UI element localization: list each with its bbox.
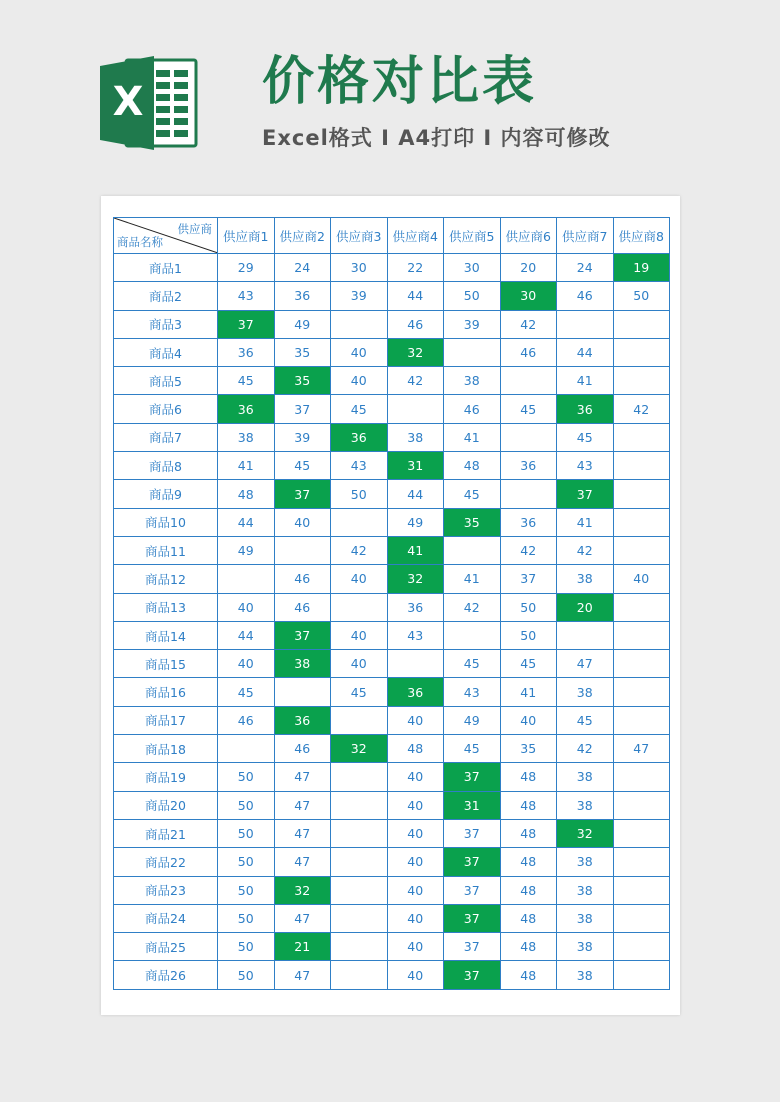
price-cell[interactable]: 48 — [387, 735, 444, 763]
price-cell[interactable] — [613, 338, 670, 366]
price-cell[interactable]: 40 — [387, 791, 444, 819]
price-cell[interactable] — [557, 310, 614, 338]
price-cell[interactable]: 50 — [218, 933, 275, 961]
price-cell[interactable]: 46 — [274, 593, 331, 621]
table-row — [114, 735, 670, 763]
table-row — [114, 593, 670, 621]
price-cell[interactable]: 45 — [444, 650, 501, 678]
price-cell[interactable]: 45 — [331, 678, 388, 706]
price-cell[interactable]: 40 — [613, 565, 670, 593]
price-cell[interactable]: 45 — [218, 678, 275, 706]
price-cell[interactable]: 50 — [331, 480, 388, 508]
table-row — [114, 650, 670, 678]
excel-logo-icon — [100, 56, 198, 150]
price-cell[interactable]: 48 — [500, 791, 557, 819]
product-name-cell: 商品3 — [114, 310, 218, 338]
table-row — [114, 763, 670, 791]
lowest-price-cell[interactable]: 32 — [387, 338, 444, 366]
price-cell[interactable] — [613, 480, 670, 508]
price-cell[interactable] — [500, 480, 557, 508]
product-name-cell: 商品4 — [114, 338, 218, 366]
price-cell[interactable]: 41 — [500, 678, 557, 706]
price-cell[interactable]: 36 — [218, 338, 275, 366]
lowest-price-cell[interactable]: 32 — [557, 819, 614, 847]
lowest-price-cell[interactable]: 31 — [387, 452, 444, 480]
price-cell[interactable]: 45 — [274, 452, 331, 480]
price-cell[interactable] — [613, 763, 670, 791]
price-comparison-table — [113, 217, 670, 990]
price-cell[interactable] — [613, 848, 670, 876]
price-cell[interactable]: 45 — [500, 650, 557, 678]
price-cell[interactable]: 36 — [500, 452, 557, 480]
price-cell[interactable]: 40 — [500, 706, 557, 734]
price-cell[interactable] — [613, 367, 670, 395]
price-cell[interactable]: 20 — [500, 254, 557, 282]
price-cell[interactable]: 48 — [500, 876, 557, 904]
price-cell[interactable]: 41 — [444, 423, 501, 451]
document-page — [101, 196, 680, 1015]
price-cell[interactable]: 39 — [444, 310, 501, 338]
price-cell[interactable]: 40 — [387, 706, 444, 734]
price-cell[interactable]: 40 — [387, 848, 444, 876]
price-cell[interactable]: 40 — [218, 593, 275, 621]
price-cell[interactable]: 40 — [387, 763, 444, 791]
price-cell[interactable]: 30 — [444, 254, 501, 282]
table-row — [114, 310, 670, 338]
product-name-cell: 商品24 — [114, 904, 218, 932]
lowest-price-cell[interactable]: 37 — [444, 904, 501, 932]
price-cell[interactable] — [274, 678, 331, 706]
price-cell[interactable]: 48 — [500, 819, 557, 847]
price-cell[interactable]: 42 — [557, 735, 614, 763]
price-cell[interactable]: 24 — [274, 254, 331, 282]
price-cell[interactable]: 40 — [387, 961, 444, 989]
price-cell[interactable] — [613, 961, 670, 989]
price-cell[interactable]: 38 — [557, 763, 614, 791]
lowest-price-cell[interactable]: 36 — [331, 423, 388, 451]
price-cell[interactable]: 40 — [387, 819, 444, 847]
price-cell[interactable] — [274, 536, 331, 564]
price-cell[interactable]: 50 — [218, 876, 275, 904]
table-row — [114, 508, 670, 536]
price-cell[interactable] — [613, 706, 670, 734]
price-cell[interactable]: 38 — [557, 848, 614, 876]
lowest-price-cell[interactable]: 20 — [557, 593, 614, 621]
page-title: 价格对比表 — [262, 52, 538, 112]
price-cell[interactable]: 43 — [218, 282, 275, 310]
price-cell[interactable] — [500, 367, 557, 395]
price-cell[interactable] — [331, 904, 388, 932]
lowest-price-cell[interactable]: 36 — [218, 395, 275, 423]
price-cell[interactable]: 37 — [444, 819, 501, 847]
table-row — [114, 565, 670, 593]
price-cell[interactable]: 40 — [387, 933, 444, 961]
price-cell[interactable]: 38 — [557, 565, 614, 593]
price-cell[interactable] — [613, 621, 670, 649]
price-cell[interactable]: 38 — [557, 904, 614, 932]
lowest-price-cell[interactable]: 31 — [444, 791, 501, 819]
table-row — [114, 338, 670, 366]
table-row — [114, 452, 670, 480]
price-cell[interactable]: 48 — [444, 452, 501, 480]
price-cell[interactable]: 50 — [500, 621, 557, 649]
price-cell[interactable]: 30 — [331, 254, 388, 282]
column-header-supplier-3: 供应商3 — [331, 218, 388, 254]
price-cell[interactable]: 37 — [444, 876, 501, 904]
lowest-price-cell[interactable]: 37 — [218, 310, 275, 338]
price-cell[interactable] — [613, 536, 670, 564]
product-name-cell: 商品11 — [114, 536, 218, 564]
price-cell[interactable] — [613, 650, 670, 678]
price-cell[interactable]: 48 — [500, 763, 557, 791]
lowest-price-cell[interactable]: 38 — [274, 650, 331, 678]
price-cell[interactable]: 45 — [331, 395, 388, 423]
price-cell[interactable]: 41 — [218, 452, 275, 480]
price-cell[interactable]: 40 — [387, 904, 444, 932]
table-row — [114, 678, 670, 706]
price-cell[interactable]: 44 — [387, 480, 444, 508]
price-cell[interactable]: 44 — [557, 338, 614, 366]
lowest-price-cell[interactable]: 36 — [557, 395, 614, 423]
lowest-price-cell[interactable]: 35 — [274, 367, 331, 395]
table-row — [114, 876, 670, 904]
price-cell[interactable]: 47 — [274, 848, 331, 876]
price-cell[interactable]: 39 — [331, 282, 388, 310]
price-cell[interactable]: 50 — [218, 961, 275, 989]
price-cell[interactable]: 43 — [331, 452, 388, 480]
lowest-price-cell[interactable]: 37 — [557, 480, 614, 508]
price-cell[interactable]: 41 — [557, 367, 614, 395]
price-cell[interactable]: 35 — [274, 338, 331, 366]
price-cell[interactable]: 42 — [613, 395, 670, 423]
table-row — [114, 819, 670, 847]
lowest-price-cell[interactable]: 35 — [444, 508, 501, 536]
price-cell[interactable]: 42 — [444, 593, 501, 621]
price-cell[interactable]: 45 — [500, 395, 557, 423]
column-header-supplier-4: 供应商4 — [387, 218, 444, 254]
price-cell[interactable]: 44 — [218, 621, 275, 649]
product-name-cell: 商品1 — [114, 254, 218, 282]
page-subtitle: Excel格式 Ⅰ A4打印 Ⅰ 内容可修改 — [262, 126, 611, 150]
price-cell[interactable]: 47 — [274, 961, 331, 989]
table-row — [114, 961, 670, 989]
price-cell[interactable]: 38 — [387, 423, 444, 451]
price-cell[interactable]: 50 — [500, 593, 557, 621]
lowest-price-cell[interactable]: 30 — [500, 282, 557, 310]
price-cell[interactable] — [331, 819, 388, 847]
product-name-cell: 商品9 — [114, 480, 218, 508]
price-cell[interactable]: 46 — [274, 565, 331, 593]
price-cell[interactable] — [331, 763, 388, 791]
lowest-price-cell[interactable]: 32 — [387, 565, 444, 593]
table-row — [114, 791, 670, 819]
price-cell[interactable]: 47 — [557, 650, 614, 678]
table-row — [114, 282, 670, 310]
product-name-cell: 商品8 — [114, 452, 218, 480]
price-cell[interactable] — [331, 933, 388, 961]
table-row — [114, 423, 670, 451]
price-cell[interactable]: 46 — [218, 706, 275, 734]
price-cell[interactable]: 36 — [500, 508, 557, 536]
price-cell[interactable]: 50 — [218, 763, 275, 791]
lowest-price-cell[interactable]: 36 — [274, 706, 331, 734]
price-cell[interactable] — [613, 593, 670, 621]
price-cell[interactable]: 48 — [500, 961, 557, 989]
price-cell[interactable]: 46 — [444, 395, 501, 423]
price-cell[interactable] — [331, 593, 388, 621]
table-header-row — [114, 218, 670, 254]
price-cell[interactable] — [331, 876, 388, 904]
price-cell[interactable]: 29 — [218, 254, 275, 282]
price-cell[interactable]: 42 — [331, 536, 388, 564]
product-name-cell: 商品15 — [114, 650, 218, 678]
price-cell[interactable]: 47 — [274, 904, 331, 932]
table-row — [114, 536, 670, 564]
product-name-cell: 商品23 — [114, 876, 218, 904]
product-name-cell: 商品16 — [114, 678, 218, 706]
price-cell[interactable]: 41 — [444, 565, 501, 593]
lowest-price-cell[interactable]: 37 — [444, 961, 501, 989]
price-cell[interactable]: 42 — [500, 536, 557, 564]
price-cell[interactable]: 42 — [557, 536, 614, 564]
price-cell[interactable]: 50 — [444, 282, 501, 310]
price-cell[interactable]: 38 — [557, 791, 614, 819]
price-cell[interactable]: 36 — [274, 282, 331, 310]
product-name-cell: 商品6 — [114, 395, 218, 423]
price-cell[interactable]: 49 — [387, 508, 444, 536]
product-name-cell: 商品22 — [114, 848, 218, 876]
table-row — [114, 395, 670, 423]
price-cell[interactable]: 48 — [500, 848, 557, 876]
price-cell[interactable]: 46 — [500, 338, 557, 366]
lowest-price-cell[interactable]: 41 — [387, 536, 444, 564]
price-cell[interactable] — [444, 621, 501, 649]
price-cell[interactable] — [613, 819, 670, 847]
price-cell[interactable]: 36 — [387, 593, 444, 621]
lowest-price-cell[interactable]: 19 — [613, 254, 670, 282]
price-cell[interactable]: 50 — [613, 282, 670, 310]
price-cell[interactable] — [557, 621, 614, 649]
price-cell[interactable] — [331, 961, 388, 989]
price-cell[interactable] — [218, 565, 275, 593]
product-name-cell: 商品2 — [114, 282, 218, 310]
price-cell[interactable]: 39 — [274, 423, 331, 451]
corner-header-cell — [114, 218, 218, 254]
price-cell[interactable]: 22 — [387, 254, 444, 282]
product-name-cell: 商品12 — [114, 565, 218, 593]
price-cell[interactable] — [613, 904, 670, 932]
table-row — [114, 367, 670, 395]
column-header-supplier-1: 供应商1 — [218, 218, 275, 254]
price-cell[interactable] — [613, 933, 670, 961]
price-cell[interactable]: 44 — [218, 508, 275, 536]
price-cell[interactable]: 47 — [274, 791, 331, 819]
price-cell[interactable]: 49 — [444, 706, 501, 734]
price-cell[interactable]: 48 — [500, 933, 557, 961]
price-cell[interactable]: 40 — [331, 650, 388, 678]
price-cell[interactable] — [613, 791, 670, 819]
column-header-supplier-5: 供应商5 — [444, 218, 501, 254]
product-name-cell: 商品20 — [114, 791, 218, 819]
price-cell[interactable]: 37 — [444, 933, 501, 961]
price-cell[interactable] — [613, 452, 670, 480]
price-cell[interactable]: 43 — [444, 678, 501, 706]
table-row — [114, 480, 670, 508]
lowest-price-cell[interactable]: 32 — [274, 876, 331, 904]
price-cell[interactable]: 38 — [444, 367, 501, 395]
price-cell[interactable] — [331, 706, 388, 734]
column-header-supplier-6: 供应商6 — [500, 218, 557, 254]
price-cell[interactable]: 45 — [444, 735, 501, 763]
logo-letter: X — [112, 79, 144, 125]
price-cell[interactable]: 45 — [444, 480, 501, 508]
price-cell[interactable]: 38 — [557, 933, 614, 961]
product-name-cell: 商品7 — [114, 423, 218, 451]
price-cell[interactable]: 43 — [387, 621, 444, 649]
price-cell[interactable] — [444, 338, 501, 366]
product-name-cell: 商品14 — [114, 621, 218, 649]
product-name-cell: 商品10 — [114, 508, 218, 536]
price-cell[interactable]: 38 — [218, 423, 275, 451]
price-cell[interactable]: 44 — [387, 282, 444, 310]
lowest-price-cell[interactable]: 32 — [331, 735, 388, 763]
product-name-cell: 商品19 — [114, 763, 218, 791]
table-row — [114, 254, 670, 282]
price-cell[interactable]: 40 — [331, 367, 388, 395]
price-cell[interactable] — [613, 310, 670, 338]
price-cell[interactable] — [613, 678, 670, 706]
price-cell[interactable]: 46 — [387, 310, 444, 338]
product-name-cell: 商品5 — [114, 367, 218, 395]
price-cell[interactable] — [331, 791, 388, 819]
price-cell[interactable]: 24 — [557, 254, 614, 282]
price-cell[interactable]: 50 — [218, 819, 275, 847]
product-name-cell: 商品26 — [114, 961, 218, 989]
price-cell[interactable]: 38 — [557, 961, 614, 989]
price-cell[interactable]: 43 — [557, 452, 614, 480]
column-header-supplier-8: 供应商8 — [613, 218, 670, 254]
price-cell[interactable]: 47 — [274, 819, 331, 847]
product-name-cell: 商品25 — [114, 933, 218, 961]
price-cell[interactable]: 38 — [557, 678, 614, 706]
price-cell[interactable]: 45 — [218, 367, 275, 395]
price-cell[interactable] — [331, 848, 388, 876]
product-name-cell: 商品13 — [114, 593, 218, 621]
price-cell[interactable]: 42 — [500, 310, 557, 338]
price-cell[interactable]: 40 — [218, 650, 275, 678]
price-cell[interactable] — [500, 423, 557, 451]
price-cell[interactable]: 41 — [557, 508, 614, 536]
price-cell[interactable]: 40 — [387, 876, 444, 904]
product-name-cell: 商品18 — [114, 735, 218, 763]
table-row — [114, 706, 670, 734]
price-cell[interactable]: 40 — [331, 565, 388, 593]
price-cell[interactable]: 40 — [274, 508, 331, 536]
price-cell[interactable]: 40 — [331, 338, 388, 366]
price-cell[interactable] — [613, 508, 670, 536]
price-cell[interactable] — [613, 423, 670, 451]
price-cell[interactable]: 38 — [557, 876, 614, 904]
price-cell[interactable]: 46 — [557, 282, 614, 310]
price-cell[interactable]: 37 — [500, 565, 557, 593]
price-cell[interactable]: 40 — [331, 621, 388, 649]
price-cell[interactable]: 42 — [387, 367, 444, 395]
lowest-price-cell[interactable]: 37 — [444, 848, 501, 876]
price-cell[interactable]: 48 — [500, 904, 557, 932]
price-cell[interactable]: 37 — [274, 395, 331, 423]
price-cell[interactable]: 50 — [218, 904, 275, 932]
table-row — [114, 904, 670, 932]
price-cell[interactable]: 48 — [218, 480, 275, 508]
lowest-price-cell[interactable]: 21 — [274, 933, 331, 961]
price-cell[interactable]: 50 — [218, 848, 275, 876]
price-cell[interactable] — [444, 536, 501, 564]
lowest-price-cell[interactable]: 37 — [444, 763, 501, 791]
price-cell[interactable]: 45 — [557, 423, 614, 451]
price-cell[interactable]: 49 — [218, 536, 275, 564]
price-cell[interactable]: 35 — [500, 735, 557, 763]
price-cell[interactable]: 49 — [274, 310, 331, 338]
lowest-price-cell[interactable]: 36 — [387, 678, 444, 706]
column-header-supplier-7: 供应商7 — [557, 218, 614, 254]
table-row — [114, 621, 670, 649]
price-cell[interactable]: 45 — [557, 706, 614, 734]
price-cell[interactable]: 47 — [613, 735, 670, 763]
price-cell[interactable] — [218, 735, 275, 763]
price-cell[interactable] — [387, 650, 444, 678]
price-cell[interactable]: 50 — [218, 791, 275, 819]
price-cell[interactable]: 47 — [274, 763, 331, 791]
lowest-price-cell[interactable]: 37 — [274, 621, 331, 649]
table-row — [114, 848, 670, 876]
table-row — [114, 933, 670, 961]
price-cell[interactable]: 46 — [274, 735, 331, 763]
column-header-supplier-2: 供应商2 — [274, 218, 331, 254]
price-cell[interactable] — [613, 876, 670, 904]
product-name-cell: 商品21 — [114, 819, 218, 847]
lowest-price-cell[interactable]: 37 — [274, 480, 331, 508]
corner-product-label: 商品名称 — [117, 235, 163, 249]
price-cell[interactable] — [331, 508, 388, 536]
price-cell[interactable] — [387, 395, 444, 423]
corner-supplier-label: 供应商 — [177, 222, 212, 236]
product-name-cell: 商品17 — [114, 706, 218, 734]
price-cell[interactable] — [331, 310, 388, 338]
